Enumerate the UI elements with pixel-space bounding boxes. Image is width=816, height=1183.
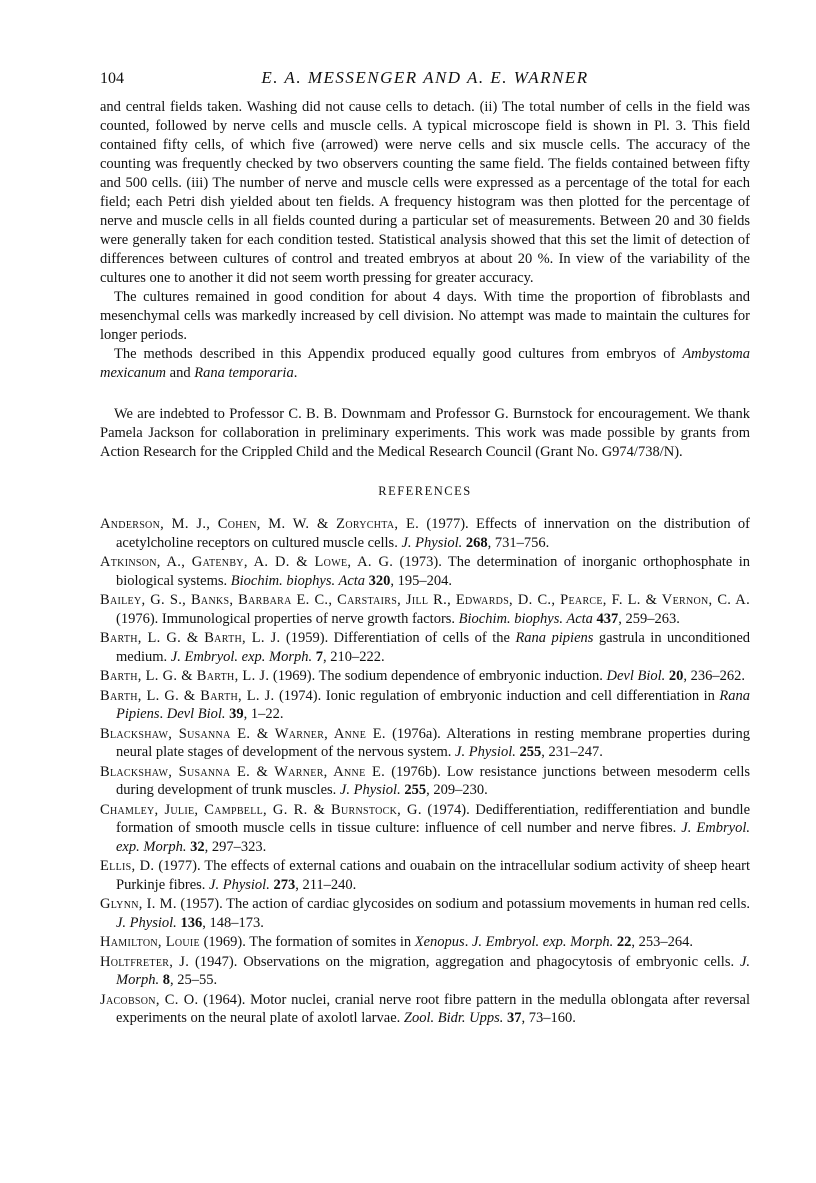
reference-pages: , 209–230.: [426, 782, 488, 798]
reference-entry: [100, 629, 750, 666]
reference-pages: , 236–262.: [683, 668, 746, 684]
reference-volume: 39: [225, 706, 244, 722]
reference-title: (1977). Effects of innervation on the distribution of acetylcholine receptors on cultured muscle cells.: [116, 516, 750, 551]
body-paragraph-1: and central fields taken. Washing did not cause cells to detach. (ii) The total number of cells in the field was counted, followed by nerve cells and muscle cells. A typical microscope field is shown in Pl. 3. This field contained fifty cells, of which five (arrowed) were nerve cells and six muscle cells. The accuracy of the counting was frequently checked by two observers counting the same field. The fields contained between fifty and 500 cells. (iii) The number of nerve and muscle cells were expressed as a percentage of the total for each field; each Petri dish yielded about ten fields. A frequency histogram was then plotted for the percentage of nerve and muscle cells in all fields counted during a particular set of measurements. Between 20 and 30 fields were generally taken for each condition tested. Statistical analysis showed that this set the limit of detection of differences between cultures of control and treated embryos at about 20 %. In view of the variability of the cultures one to another it did not seem worth pressing for greater accuracy.: [100, 99, 750, 286]
species-name-1: Ambystoma mexicanum: [100, 346, 750, 381]
reference-pages: , 211–240.: [295, 876, 357, 893]
reference-list: [100, 515, 750, 1028]
reference-italic-term: Rana pipiens: [515, 630, 594, 646]
reference-pages: , 210–222.: [323, 648, 385, 665]
reference-pages: , 25–55.: [169, 972, 218, 988]
paragraph-3-lead: The methods described in this Appendix produced equally good cultures from embryos of: [114, 346, 676, 362]
reference-journal: J. Physiol.: [339, 782, 401, 798]
reference-volume: 8: [159, 972, 170, 988]
reference-title-cont: .: [159, 706, 167, 722]
reference-entry: [100, 991, 750, 1028]
acknowledgements: We are indebted to Professor C. B. B. Downmam and Professor G. Burnstock for encouragement. We thank Pamela Jackson for collaboration in preliminary experiments. This work was made possible by grants from Action Research for the Crippled Child and the Medical Research Council (Grant No. G974/738/N).: [100, 406, 750, 460]
reference-pages: , 297–323.: [204, 838, 267, 855]
paragraph-3-and: and: [169, 365, 191, 381]
reference-journal: Devl Biol.: [166, 706, 226, 722]
reference-journal: Biochim. biophys. Acta: [458, 610, 593, 627]
reference-authors: Barth, L. G. & Barth, L. J.: [100, 630, 281, 646]
reference-title-cont: .: [464, 934, 472, 950]
reference-entry: [100, 515, 750, 552]
reference-authors: Jacobson, C. O.: [100, 991, 199, 1008]
reference-title: (1969). The sodium dependence of embryonic induction.: [269, 668, 607, 684]
reference-entry: [100, 857, 750, 894]
reference-pages: , 73–160.: [521, 1010, 576, 1026]
reference-pages: , 253–264.: [631, 934, 694, 950]
paragraph-3-end: .: [293, 365, 298, 381]
reference-entry: [100, 591, 750, 628]
reference-title: (1974). Dedifferentiation, redifferentiation and bundle formation of smooth muscle cells in tissue culture: influence of cell number and nerve fibres.: [116, 801, 751, 836]
reference-title: (1974). Ionic regulation of embryonic induction and cell differentiation in: [274, 687, 720, 704]
reference-journal: Devl Biol.: [606, 668, 666, 684]
reference-title: (1976b). Low resistance junctions between mesoderm cells during development of trunk muscles.: [116, 763, 750, 798]
reference-authors: Holtfreter, J.: [100, 953, 190, 970]
reference-journal: J. Embryol. exp. Morph.: [170, 648, 313, 665]
reference-journal: J. Morph.: [116, 953, 751, 988]
reference-title: (1964). Motor nuclei, cranial nerve root fibre pattern in the medulla oblongata after reversal experiments on the neural plate of axolotl larvae.: [116, 991, 750, 1026]
reference-volume: 320: [365, 572, 391, 589]
reference-pages: , 1–22.: [243, 706, 284, 722]
reference-entry: [100, 953, 750, 990]
reference-title: (1957). The action of cardiac glycosides on sodium and potassium movements in human red cells.: [176, 896, 750, 912]
reference-journal: J. Physiol.: [401, 534, 463, 551]
reference-journal: J. Physiol.: [116, 914, 177, 931]
reference-title-cont: gastrula in unconditioned medium.: [116, 630, 751, 665]
reference-entry: [100, 933, 750, 952]
reference-entry: [100, 553, 750, 590]
reference-title: (1947). Observations on the migration, aggregation and phagocytosis of embryonic cells.: [189, 953, 740, 970]
reference-pages: , 731–756.: [487, 534, 550, 551]
reference-volume: 22: [613, 934, 632, 950]
reference-pages: , 231–247.: [541, 744, 603, 760]
reference-authors: Blackshaw, Susanna E. & Warner, Anne E.: [100, 725, 386, 742]
reference-pages: , 195–204.: [390, 572, 453, 589]
references-heading: REFERENCES: [378, 484, 472, 498]
reference-entry: [100, 895, 750, 932]
page-header: [100, 68, 750, 92]
reference-journal: Zool. Bidr. Upps.: [403, 1010, 504, 1026]
reference-volume: 255: [400, 782, 427, 798]
reference-authors: Blackshaw, Susanna E. & Warner, Anne E.: [100, 763, 386, 780]
reference-entry: [100, 725, 750, 762]
reference-volume: 437: [592, 610, 619, 627]
reference-volume: 255: [515, 744, 542, 760]
document-page: [100, 68, 750, 1029]
reference-title: (1977). The effects of external cations and ouabain on the intracellular sodium activity of sheep heart Purkinje fibres.: [116, 858, 750, 893]
reference-title: (1976). Immunological properties of nerve growth factors.: [116, 610, 459, 627]
reference-journal: J. Embryol. exp. Morph.: [471, 934, 614, 950]
reference-authors: Chamley, Julie, Campbell, G. R. & Burnstock, G.: [100, 801, 422, 818]
reference-authors: Anderson, M. J., Cohen, M. W. & Zorychta, E.: [100, 516, 420, 532]
body-paragraph-3: [100, 345, 750, 383]
body-paragraph-2: The cultures remained in good condition for about 4 days. With time the proportion of fibroblasts and mesenchymal cells was markedly increased by cell division. No attempt was made to maintain the cultures for longer periods.: [100, 289, 750, 343]
reference-pages: , 148–173.: [202, 914, 264, 931]
reference-pages: , 259–263.: [618, 610, 680, 627]
reference-authors: Atkinson, A., Gatenby, A. D. & Lowe, A. G.: [100, 554, 394, 570]
reference-authors: Barth, L. G. & Barth, L. J.: [100, 687, 275, 704]
page-number: 104: [100, 70, 124, 87]
reference-entry: [100, 763, 750, 800]
species-name-2: Rana temporaria: [194, 365, 294, 381]
reference-volume: 20: [665, 668, 684, 684]
reference-authors: Hamilton, Louie: [100, 934, 200, 950]
reference-volume: 268: [462, 534, 488, 551]
reference-volume: 37: [503, 1010, 522, 1026]
reference-authors: Barth, L. G. & Barth, L. J.: [100, 668, 270, 684]
running-head: E. A. MESSENGER AND A. E. WARNER: [261, 68, 589, 87]
reference-journal: J. Physiol.: [455, 744, 516, 760]
reference-volume: 32: [186, 838, 205, 855]
reference-journal: Biochim. biophys. Acta: [230, 572, 366, 589]
reference-volume: 136: [176, 914, 203, 931]
reference-title: (1973). The determination of inorganic orthophosphate in biological systems.: [116, 554, 750, 589]
reference-authors: Bailey, G. S., Banks, Barbara E. C., Carstairs, Jill R., Edwards, D. C., Pearce, F. L. & Vernon, C. A.: [100, 592, 750, 608]
reference-volume: 273: [269, 876, 296, 893]
reference-entry: [100, 801, 750, 857]
reference-title: (1959). Differentiation of cells of the: [280, 630, 516, 646]
reference-volume: 7: [312, 648, 323, 665]
reference-journal: J. Embryol. exp. Morph.: [116, 820, 750, 855]
reference-journal: J. Physiol.: [209, 876, 270, 893]
reference-italic-term: Rana Pipiens: [116, 687, 750, 722]
reference-entry: [100, 687, 750, 724]
reference-authors: Ellis, D.: [100, 858, 155, 874]
reference-entry: [100, 667, 750, 686]
reference-title: (1976a). Alterations in resting membrane properties during neural plate stages of development of the nervous system.: [116, 725, 750, 760]
reference-italic-term: Xenopus: [414, 934, 465, 950]
reference-authors: Glynn, I. M.: [100, 896, 177, 912]
reference-title: (1969). The formation of somites in: [199, 934, 415, 950]
